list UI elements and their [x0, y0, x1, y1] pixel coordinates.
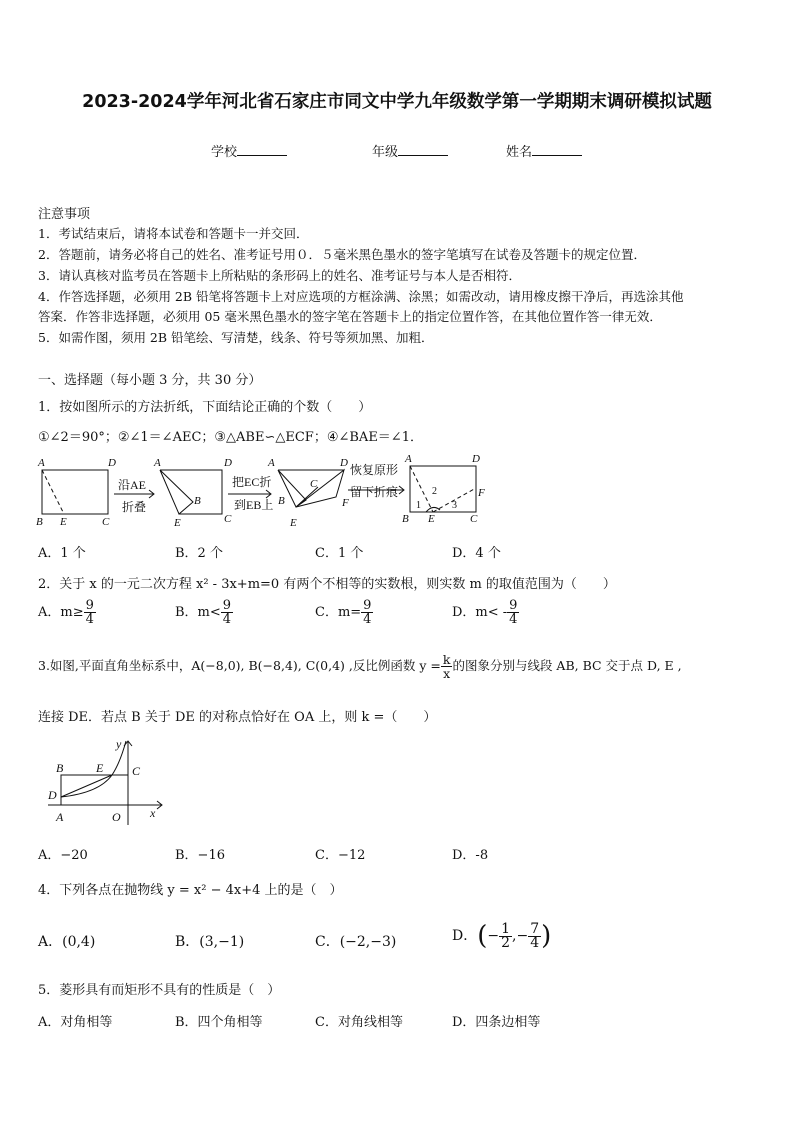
note-item: 答案．作答非选择题，必须用 05 毫米黑色墨水的签字笔在答题卡上的指定位置作答，在其他位置作答一律无效．	[38, 309, 662, 324]
crease-ae	[410, 466, 433, 512]
svg-text:B: B	[278, 495, 285, 507]
q5-option-c[interactable]: C．对角线相等	[315, 1015, 403, 1030]
svg-text:y: y	[116, 737, 122, 751]
page-title: 2023-2024学年河北省石家庄市同文中学九年级数学第一学期期末调研模拟试题	[82, 92, 712, 112]
svg-text:A: A	[405, 453, 412, 465]
svg-text:A: A	[38, 457, 45, 469]
svg-text:O: O	[112, 810, 121, 824]
svg-text:1: 1	[416, 500, 421, 511]
svg-text:x: x	[150, 806, 156, 820]
svg-text:C: C	[310, 478, 318, 490]
svg-text:E: E	[428, 513, 435, 525]
svg-text:2: 2	[432, 486, 437, 497]
q4-option-a[interactable]: A．(0,4)	[38, 934, 96, 950]
q1-option-d[interactable]: D．4 个	[452, 546, 501, 561]
note-item: 2．答题前，请务必将自己的姓名、准考证号用０．５毫米黑色墨水的签字笔填写在试卷及答题卡的规定位置．	[38, 247, 646, 262]
svg-text:F: F	[478, 487, 485, 499]
q1-option-c[interactable]: C．1 个	[315, 546, 364, 561]
q5-option-b[interactable]: B．四个角相等	[175, 1015, 263, 1030]
rect-abcd	[42, 470, 108, 514]
rect-abco	[61, 775, 128, 805]
q5-option-d[interactable]: D．四条边相等	[452, 1015, 541, 1030]
folded-triangle-2	[160, 470, 193, 514]
q1-statements: ①∠2＝90°；②∠1＝∠AEC；③△ABE∽△ECF；④∠BAE＝∠1．	[38, 430, 423, 445]
svg-text:A: A	[268, 457, 275, 469]
svg-text:3: 3	[452, 500, 457, 511]
grade-field: 年级	[372, 141, 448, 160]
q3-option-b[interactable]: B．−16	[175, 848, 225, 863]
q3-stem-line1: 3.如图,平面直角坐标系中，A(−8,0), B(−8,4), C(0,4) ,反比例函数 y = $\frac{k}{x}$ 的图象分别与线段 AB, BC 交于点 D, E ,	[38, 652, 682, 681]
school-field: 学校	[211, 141, 287, 160]
note-item: 5．如需作图，须用 2B 铅笔绘、写清楚，线条、符号等须加黑、加粗．	[38, 330, 434, 345]
fold-ec-label-1: 把EC折	[232, 475, 272, 489]
svg-text:F: F	[342, 497, 349, 509]
svg-text:A: A	[154, 457, 161, 469]
q4-option-c[interactable]: C．(−2,−3)	[315, 934, 397, 950]
notes-heading: 注意事项	[38, 207, 91, 222]
q1-stem: 1．按如图所示的方法折纸，下面结论正确的个数（ ）	[38, 400, 372, 415]
note-item: 3．请认真核对监考员在答题卡上所粘贴的条形码上的姓名、准考证号与本人是否相符．	[38, 268, 521, 283]
q2-stem: 2．关于 x 的一元二次方程 x² - 3x+m=0 有两个不相等的实数根，则实数 m 的取值范围为（ ）	[38, 577, 616, 592]
svg-text:A: A	[56, 810, 64, 824]
q2-option-c[interactable]: C．m= $\frac{9}{4}$	[315, 598, 372, 627]
svg-text:E: E	[290, 517, 297, 529]
q3-stem-line2: 连接 DE．若点 B 关于 DE 的对称点恰好在 OA 上，则 k =（ ）	[38, 710, 437, 725]
fold-ec-label-2: 到EB上	[234, 498, 274, 512]
svg-text:B: B	[36, 516, 43, 528]
svg-text:D: D	[472, 453, 480, 465]
svg-text:B: B	[402, 513, 409, 525]
svg-text:B: B	[194, 495, 201, 507]
q4-option-d[interactable]: D．(− $\frac{1}{2}$ ,− $\frac{7}{4}$ )	[452, 920, 552, 951]
svg-text:C: C	[470, 513, 478, 525]
q1-option-a[interactable]: A．1 个	[38, 546, 86, 561]
q1-option-b[interactable]: B．2 个	[175, 546, 223, 561]
q3-option-a[interactable]: A．−20	[38, 848, 88, 863]
q2-option-a[interactable]: A．m≥ $\frac{9}{4}$	[38, 598, 94, 627]
q4-option-b[interactable]: B．(3,−1)	[175, 934, 245, 950]
q3-option-c[interactable]: C．−12	[315, 848, 366, 863]
fold-ae-label-1: 沿AE	[118, 478, 146, 492]
svg-text:B: B	[56, 761, 64, 775]
q2-option-d[interactable]: D．m< - $\frac{9}{4}$	[452, 598, 518, 627]
svg-text:D: D	[340, 457, 348, 469]
fold-line-ae	[42, 470, 64, 514]
svg-text:E: E	[174, 517, 181, 529]
q3-coordinate-figure	[44, 735, 174, 827]
name-field: 姓名	[506, 141, 582, 160]
svg-text:E: E	[96, 761, 104, 775]
note-item: 1．考试结束后，请将本试卷和答题卡一并交回．	[38, 226, 309, 241]
q4-stem: 4．下列各点在抛物线 y = x² − 4x+4 上的是（ ）	[38, 883, 343, 898]
svg-text:D: D	[108, 457, 116, 469]
q5-option-a[interactable]: A．对角相等	[38, 1015, 113, 1030]
note-item: 4．作答选择题，必须用 2B 铅笔将答题卡上对应选项的方框涂满、涂黑；如需改动，请用橡皮擦干净后，再选涂其他	[38, 289, 684, 304]
svg-text:C: C	[102, 516, 110, 528]
svg-text:C: C	[132, 764, 141, 778]
folded-triangle-3b	[296, 470, 344, 507]
segment-de	[61, 775, 112, 797]
q1-folding-figure	[36, 452, 496, 532]
section-heading: 一、选择题（每小题 3 分，共 30 分）	[38, 373, 262, 388]
svg-text:D: D	[48, 788, 57, 802]
q5-stem: 5．菱形具有而矩形不具有的性质是（ ）	[38, 983, 281, 998]
fold-ae-label-2: 折叠	[122, 500, 147, 514]
svg-text:E: E	[60, 516, 67, 528]
restore-label-2: 留下折痕	[350, 485, 399, 499]
q2-option-b[interactable]: B．m< $\frac{9}{4}$	[175, 598, 232, 627]
restore-label-1: 恢复原形	[350, 463, 399, 477]
svg-text:D: D	[224, 457, 232, 469]
q3-option-d[interactable]: D．-8	[452, 848, 489, 863]
svg-text:C: C	[224, 513, 232, 525]
